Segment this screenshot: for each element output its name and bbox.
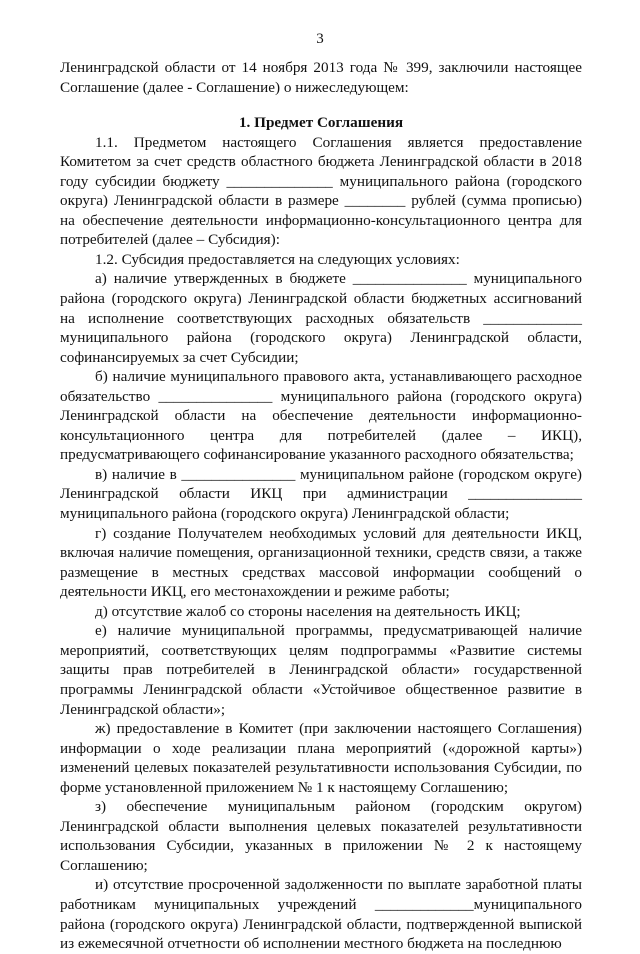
condition-g: г) создание Получателем необходимых условий для деятельности ИКЦ, включая наличие помещения, организационной техники, средств связи, а также размещение в местных средствах массовой информации сообщений о деятельности ИКЦ, его местонахождении и режиме работы; [60, 524, 582, 601]
condition-e: е) наличие муниципальной программы, предусматривающей наличие мероприятий, соответствующих целям подпрограммы «Развитие системы защиты прав потребителей в Ленинградской области» государственной программы Ленинградской области «Устойчивое общественное развитие в Ленинградской области»; [60, 622, 582, 718]
document-body [60, 58, 582, 954]
condition-a: а) наличие утвержденных в бюджете _______________ муниципального района (городского округа) Ленинградской области бюджетных ассигнований на исполнение соответствующих расходных обязательств _____________ муниципального района (городского округа) Ленинградской области, софинансируемых за счет Субсидии; [60, 270, 582, 366]
page-number: 3 [316, 31, 324, 47]
section-heading: 1. Предмет Соглашения [238, 114, 404, 132]
intro-paragraph: Ленинградской области от 14 ноября 2013 года № 399, заключили настоящее Соглашение (далее - Соглашение) о нижеследующем: [60, 59, 582, 96]
paragraph-1-2: 1.2. Субсидия предоставляется на следующих условиях: [95, 250, 460, 268]
condition-zh: ж) предоставление в Комитет (при заключении настоящего Соглашения) информации о ходе реализации плана мероприятий («дорожной карты») изменений целевых показателей результативности использования Субсидии, по форме установленной приложением № 1 к настоящему Соглашению; [60, 720, 582, 796]
condition-v: в) наличие в _______________ муниципальном районе (городском округе) Ленинградской области ИКЦ при администрации _______________ муниципального района (городского округа) Ленинградской области; [60, 465, 582, 523]
condition-i: и) отсутствие просроченной задолженности по выплате заработной платы работникам муниципальных учреждений _____________муниципального района (городского округа) Ленинградской области, подтвержденной выпиской из ежемесячной отчетности об исполнении местного бюджета на последнюю [60, 876, 582, 953]
condition-d: д) отсутствие жалоб со стороны населения на деятельность ИКЦ; [95, 602, 521, 620]
paragraph-1-1: 1.1. Предметом настоящего Соглашения является предоставление Комитетом за счет средств областного бюджета Ленинградской области в 2018 году субсидии бюджету ______________ муниципального района (городского округа) Ленинградской области в размере ________ рублей (сумма прописью) на обеспечение деятельности информационно-консультационного центра для потребителей (далее – Субсидия): [60, 133, 582, 249]
condition-z: з) обеспечение муниципальным районом (городским округом) Ленинградской области выполнения целевых показателей результативности использования Субсидии, указанных в приложении № 2 к настоящему Соглашению; [60, 798, 582, 874]
condition-b: б) наличие муниципального правового акта, устанавливающего расходное обязательство _______________ муниципального района (городского округа) Ленинградской области на обеспечение деятельности информационно-консультационного центра для потребителей (далее – ИКЦ), предусматривающего софинансирование указанного расходного обязательства; [60, 368, 582, 464]
